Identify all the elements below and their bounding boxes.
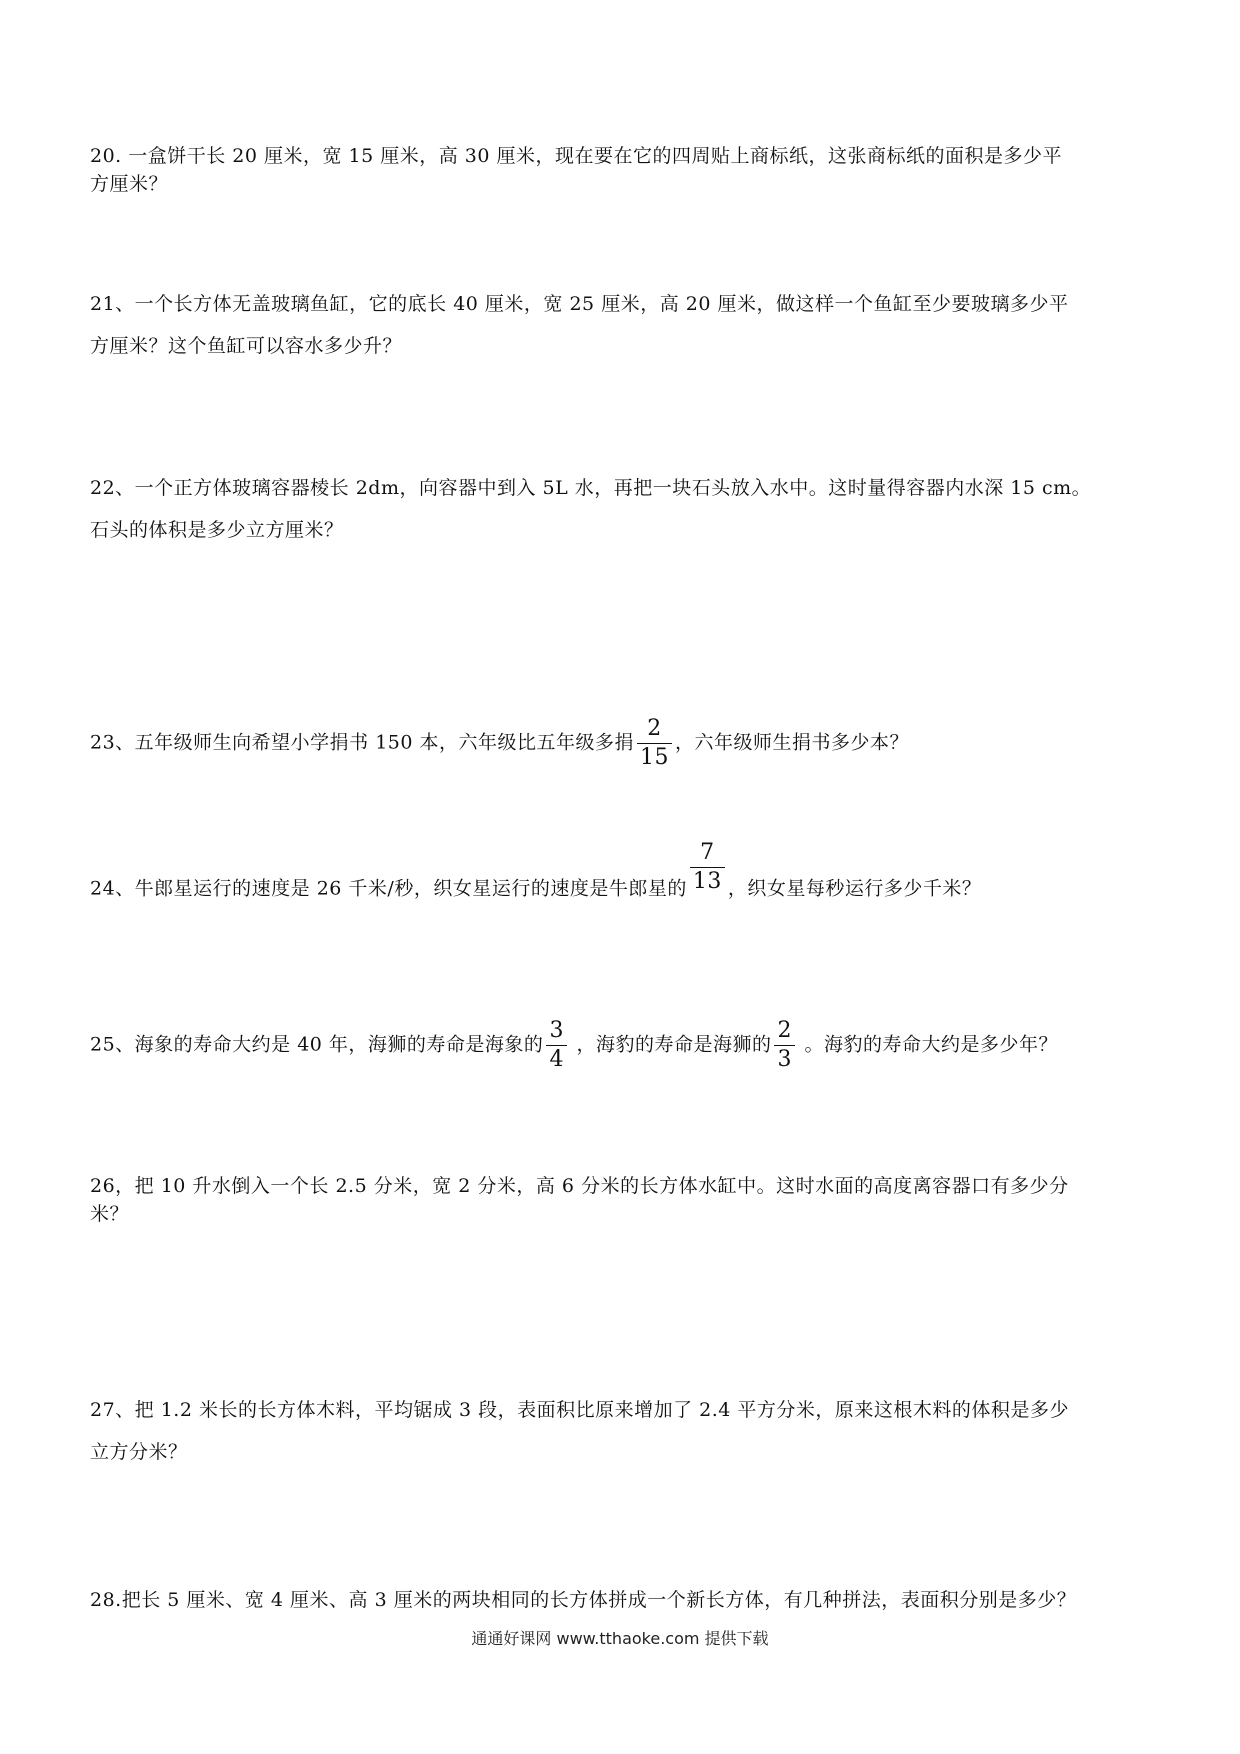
question-26-line-1: 26，把 10 升水倒入一个长 2.5 分米，宽 2 分米，高 6 分米的长方体水缸中。这时水面的高度离容器口有多少分: [90, 1175, 1069, 1197]
question-25-line: [90, 1020, 1165, 1071]
question-24-text-before: 24、牛郎星运行的速度是 26 千米/秒，织女星运行的速度是牛郎星的: [90, 877, 687, 900]
fraction-numerator: 3: [546, 1020, 567, 1046]
question-23-text-after: ，六年级师生捐书多少本？: [675, 731, 910, 754]
question-23: [90, 718, 1165, 769]
question-22: [90, 474, 1165, 544]
page-footer: 通通好课网 www.tthaoke.com 提供下载: [471, 1629, 769, 1648]
question-26: [90, 1172, 1165, 1228]
question-25-text-before: 25、海象的寿命大约是 40 年，海狮的寿命是海象的: [90, 1033, 544, 1056]
fraction-denominator: 3: [777, 1047, 792, 1072]
fraction-numerator: 2: [637, 718, 672, 744]
question-20-line-1: 20. 一盒饼干长 20 厘米，宽 15 厘米，高 30 厘米，现在要在它的四周贴上商标纸，这张商标纸的面积是多少平: [90, 145, 1063, 167]
question-28-line-1: 28.把长 5 厘米、宽 4 厘米、高 3 厘米的两块相同的长方体拼成一个新长方体，有几种拼法，表面积分别是多少？: [90, 1589, 1077, 1611]
question-21: [90, 290, 1165, 360]
fraction-7-13: [690, 842, 725, 893]
question-24-text-after: ，织女星每秒运行多少千米？: [727, 877, 982, 900]
fraction-2-3: [774, 1020, 795, 1071]
question-26-line-2: 米？: [90, 1203, 130, 1225]
question-20: [90, 142, 1165, 198]
question-27-line-2: 立方分米？: [90, 1441, 188, 1463]
question-28: [90, 1586, 1165, 1614]
question-23-text-before: 23、五年级师生向希望小学捐书 150 本，六年级比五年级多捐: [90, 731, 635, 754]
question-22-line-2: 石头的体积是多少立方厘米？: [90, 519, 344, 541]
question-21-line-2: 方厘米？这个鱼缸可以容水多少升？: [90, 335, 403, 357]
question-24-line: [90, 840, 1165, 915]
fraction-2-15: [637, 718, 672, 769]
question-27: [90, 1396, 1165, 1466]
question-23-line: [90, 718, 1165, 769]
question-24: [90, 840, 1165, 915]
fraction-denominator: 4: [549, 1047, 564, 1072]
question-27-line-1: 27、把 1.2 米长的长方体木料，平均锯成 3 段，表面积比原来增加了 2.4 平方分米，原来这根木料的体积是多少: [90, 1399, 1069, 1421]
fraction-denominator: 13: [692, 869, 722, 894]
fraction-numerator: 2: [774, 1020, 795, 1046]
question-25-text-after: 。海豹的寿命大约是多少年？: [797, 1033, 1059, 1056]
question-21-line-1: 21、一个长方体无盖玻璃鱼缸，它的底长 40 厘米，宽 25 厘米，高 20 厘米，做这样一个鱼缸至少要玻璃多少平: [90, 293, 1069, 315]
fraction-numerator: 7: [690, 842, 725, 868]
question-20-line-2: 方厘米？: [90, 173, 169, 195]
question-25-text-middle: ，海豹的寿命是海狮的: [569, 1033, 772, 1056]
fraction-3-4: [546, 1020, 567, 1071]
question-22-line-1: 22、一个正方体玻璃容器棱长 2dm，向容器中到入 5L 水，再把一块石头放入水中。这时量得容器内水深 15 cm。: [90, 477, 1092, 499]
fraction-denominator: 15: [640, 745, 670, 770]
question-25: [90, 1020, 1165, 1071]
